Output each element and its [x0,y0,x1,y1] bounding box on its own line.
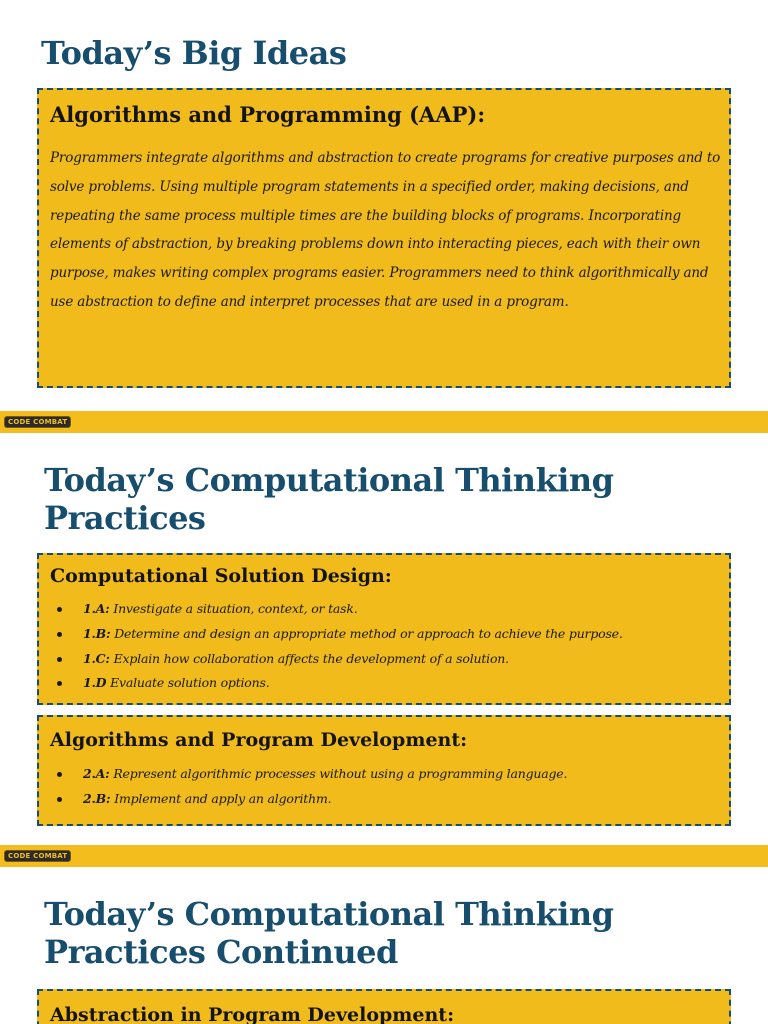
bullet-list [55,762,567,812]
aap-box [37,88,731,388]
practice-code: 1.B: [83,625,111,641]
practice-text: Implement and apply an algorithm. [110,790,332,806]
box-heading: Algorithms and Programming (AAP): [50,102,486,127]
slide-big-ideas [0,0,768,411]
codecombat-logo: CODE COMBAT [4,850,71,862]
slide-title: Today’s Computational Thinking Practices Continued [44,895,614,971]
practice-text: Evaluate solution options. [106,675,270,691]
bullet-icon [57,657,62,662]
list-item [55,762,567,787]
list-item [55,622,623,647]
bullet-list [55,597,623,696]
bullet-icon [57,607,62,612]
list-item [55,647,623,672]
practice-code: 1.C: [83,650,110,666]
algorithms-program-development-box [37,715,731,826]
box-heading: Abstraction in Program Development: [50,1004,455,1024]
practice-code: 2.A: [83,766,110,781]
list-item [55,671,623,696]
practice-code: 2.B: [83,790,111,806]
box-heading: Algorithms and Program Development: [50,729,468,751]
codecombat-logo: CODE COMBAT [4,416,71,428]
bullet-icon [57,797,62,802]
slide-footer-bar [0,845,768,867]
slide-ct-practices [0,433,768,845]
list-item [55,787,567,812]
practice-text: Represent algorithmic processes without using a programming language. [109,766,568,781]
box-paragraph: Programmers integrate algorithms and abstraction to create programs for creative purposes and to solve problems. Using multiple program statements in a specified order, making decisions, and repeating the same process multiple times are the building blocks of programs. Incorporating elements of abstraction, by breaking problems down into interacting pieces, each with their own purpose, makes writing complex programs easier. Programmers need to think algorithmically and use abstraction to define and interpret processes that are used in a program. [50,150,721,310]
slide-ct-practices-continued [0,867,768,1024]
computational-solution-design-box [37,553,731,705]
box-heading: Computational Solution Design: [50,565,392,587]
bullet-icon [57,632,62,637]
list-item [55,597,623,622]
slide-footer-bar [0,411,768,433]
abstraction-program-development-box [37,989,731,1024]
bullet-icon [57,772,62,777]
slide-title: Today’s Big Ideas [41,34,347,72]
practice-code: 1.A: [83,601,110,616]
practice-text: Explain how collaboration affects the development of a solution. [109,650,509,666]
practice-code: 1.D [83,675,107,691]
practice-text: Determine and design an appropriate method or approach to achieve the purpose. [110,625,623,641]
slide-title: Today’s Computational Thinking Practices [44,461,614,537]
bullet-icon [57,681,62,686]
practice-text: Investigate a situation, context, or task. [109,601,358,616]
